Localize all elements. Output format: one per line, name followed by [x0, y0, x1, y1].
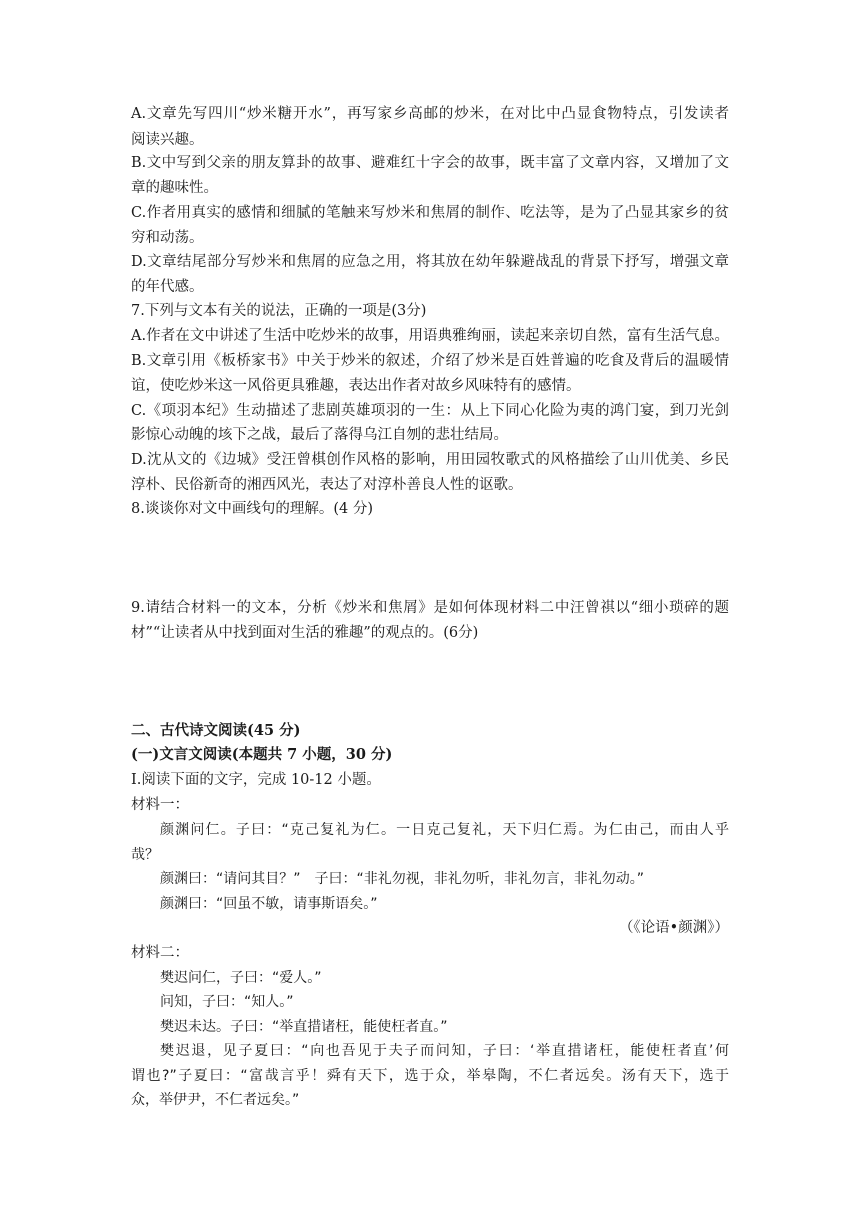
q9-stem-line1: 9.请结合材料一的文本，分析《炒米和焦屑》是如何体现材料二中汪曾祺以“细小琐碎的题	[131, 600, 729, 616]
q6-option-d-line1: D.文章结尾部分写炒米和焦屑的应急之用，将其放在幼年躲避战乱的背景下抒写，增强文章	[131, 254, 729, 270]
q6-option-a-line2: 阅读兴趣。	[131, 132, 204, 148]
q6-option-c-line1: C.作者用真实的感情和细腻的笔触来写炒米和焦屑的制作、吃法等，是为了凸显其家乡的贫	[131, 205, 729, 221]
q6-option-c-line2: 穷和动荡。	[131, 230, 204, 246]
q7-stem: 7.下列与文本有关的说法，正确的一项是(3分)	[131, 303, 427, 319]
q9-stem-line2: 材”“让读者从中找到面对生活的雅趣”的观点的。(6分)	[131, 625, 479, 641]
q7-option-c-line1: C.《项羽本纪》生动描述了悲剧英雄项羽的一生：从上下同心化险为夷的鸿门宴，到刀光剑	[131, 403, 729, 419]
q8-stem: 8.谈谈你对文中画线句的理解。(4 分)	[131, 501, 373, 517]
material1-paragraph2: 颜渊曰：“请问其目？” 子曰：“非礼勿视，非礼勿听，非礼勿言，非礼勿动。”	[160, 871, 645, 887]
material2-paragraph4-line2: 谓也?”子夏曰：“富哉言乎！舜有天下，选于众，举皋陶，不仁者远矣。汤有天下，选于	[131, 1068, 729, 1084]
q7-option-c-line2: 影惊心动魄的垓下之战，最后了落得乌江自刎的悲壮结局。	[131, 427, 508, 443]
material2-paragraph3: 樊迟未达。子曰：“举直措诸枉，能使枉者直。”	[160, 1019, 448, 1035]
material1-label: 材料一：	[131, 797, 189, 813]
q6-option-b-line2: 章的趣味性。	[131, 180, 218, 196]
material1-paragraph1-line1: 颜渊问仁。子曰：“克己复礼为仁。一日克己复礼，天下归仁焉。为仁由己，而由人乎	[160, 822, 729, 838]
material2-paragraph2: 问知，子曰：“知人。”	[160, 994, 294, 1010]
material1-source: （《论语•颜渊》）	[618, 920, 729, 936]
material1-paragraph3: 颜渊曰：“回虽不敏，请事斯语矣。”	[160, 896, 378, 912]
material2-paragraph1: 樊迟问仁，子曰：“爱人。”	[160, 970, 322, 986]
section-instruction: Ⅰ.阅读下面的文字，完成 10-12 小题。	[131, 772, 381, 788]
q7-option-d-line1: D.沈从文的《边城》受汪曾棋创作风格的影响，用田园牧歌式的风格描绘了山川优美、乡民	[131, 452, 729, 468]
material2-label: 材料二：	[131, 945, 189, 961]
material1-paragraph1-line2: 哉？	[131, 847, 159, 863]
q7-option-a: A.作者在文中讲述了生活中吃炒米的故事，用语典雅绚丽，读起来亲切自然，富有生活气息。	[131, 328, 729, 344]
section-title: 二、古代诗文阅读(45 分)	[131, 722, 301, 739]
q7-option-d-line2: 淳朴、民俗新奇的湘西风光，表达了对淳朴善良人性的讴歌。	[131, 477, 523, 493]
material2-paragraph4-line1: 樊迟退，见子夏曰：“向也吾见于夫子而问知，子曰：‘举直措诸枉，能使枉者直’何	[160, 1043, 729, 1059]
q6-option-a-line1: A.文章先写四川“炒米糖开水”，再写家乡高邮的炒米，在对比中凸显食物特点，引发读者	[131, 106, 729, 122]
q7-option-b-line2: 谊，使吃炒米这一风俗更具雅趣，表达出作者对故乡风味特有的感情。	[131, 378, 581, 394]
q6-option-b-line1: B.文中写到父亲的朋友算卦的故事、避难红十字会的故事，既丰富了文章内容，又增加了文	[131, 155, 729, 171]
q7-option-b-line1: B.文章引用《板桥家书》中关于炒米的叙述，介绍了炒米是百姓普遍的吃食及背后的温暖情	[131, 353, 729, 369]
q6-option-d-line2: 的年代感。	[131, 279, 204, 295]
section-subtitle: (一)文言文阅读(本题共 7 小题，30 分)	[131, 746, 393, 763]
material2-paragraph4-line3: 众，举伊尹，不仁者远矣。”	[131, 1092, 300, 1108]
